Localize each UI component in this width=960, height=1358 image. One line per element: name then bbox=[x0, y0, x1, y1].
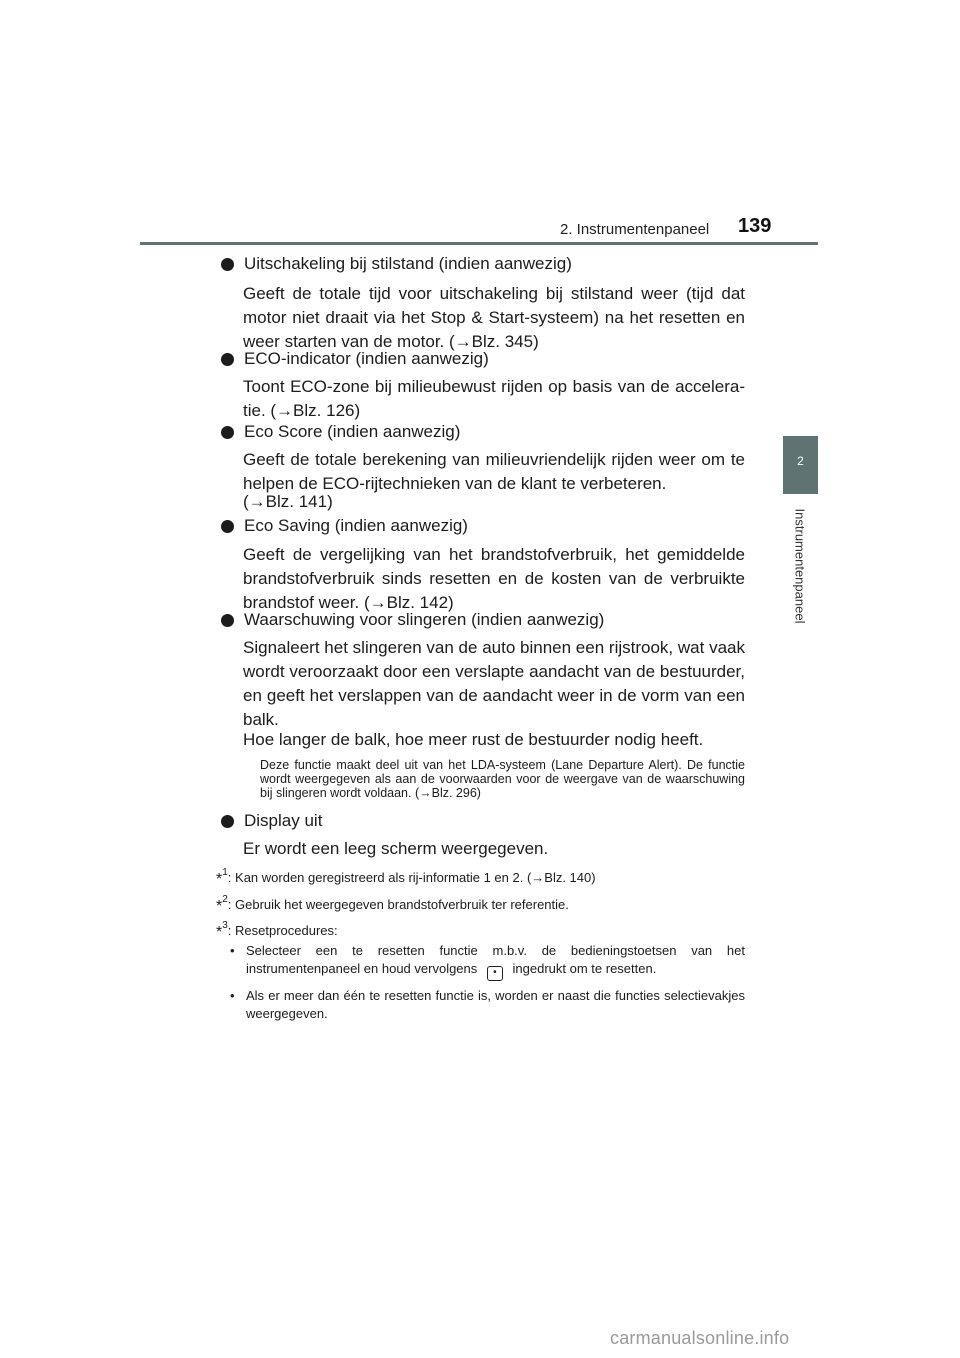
reset-step-text: Als er meer dan één te resetten functie is, worden er naast die functies selectievakjes weergegeven. bbox=[246, 988, 745, 1021]
list-item-title bbox=[221, 608, 604, 632]
item-title: Display uit bbox=[244, 811, 323, 830]
reset-step bbox=[230, 942, 745, 981]
ok-button-icon: • bbox=[487, 966, 503, 981]
reset-step bbox=[230, 987, 745, 1023]
reset-step-text: Selecteer een te resetten functie m.b.v. de bedieningstoetsen van het instrumentenpaneel en houd vervolgens bbox=[246, 943, 745, 976]
bullet-icon: • bbox=[230, 988, 235, 1003]
item-title: Eco Saving (indien aanwezig) bbox=[244, 516, 468, 535]
list-item-title bbox=[221, 420, 460, 444]
bullet-icon bbox=[221, 426, 234, 439]
footnote-mark: * bbox=[216, 871, 223, 888]
item-description: Er wordt een leeg scherm weergegeven. bbox=[243, 839, 549, 858]
chapter-number: 2 bbox=[797, 454, 804, 468]
bullet-icon bbox=[221, 520, 234, 533]
footnote-number: 2 bbox=[222, 894, 228, 905]
footnote bbox=[216, 891, 569, 916]
watermark: carmanualsonline.info bbox=[610, 1328, 790, 1348]
list-item-title bbox=[221, 347, 489, 371]
list-item-title bbox=[221, 809, 322, 833]
header-divider bbox=[140, 242, 818, 245]
page-number: 139 bbox=[738, 215, 772, 237]
item-description: Geeft de vergelijking van het brandstofverbruik, het gemiddelde brandstofverbruik sinds resetten en de kosten van de verbruikte brandstof weer. (→Blz. 142) bbox=[243, 545, 745, 612]
footnote-text: : Gebruik het weergegeven brandstofverbruik ter referentie. bbox=[227, 897, 569, 912]
bullet-icon: • bbox=[230, 943, 235, 958]
footnote-number: 1 bbox=[222, 867, 228, 878]
footnote-mark: * bbox=[216, 924, 223, 941]
bullet-icon bbox=[221, 614, 234, 627]
reset-step-text-end: ingedrukt om te resetten. bbox=[512, 961, 657, 976]
item-description-extra: Hoe langer de balk, hoe meer rust de bestuurder nodig heeft. bbox=[243, 730, 704, 749]
section-title: 2. Instrumentenpaneel bbox=[560, 221, 710, 238]
footnote-text: : Resetprocedures: bbox=[227, 923, 338, 938]
footnote-mark: * bbox=[216, 898, 223, 915]
chapter-tab bbox=[783, 436, 818, 494]
item-description: Geeft de totale berekening van milieuvriendelijk rijden weer om te helpen de ECO-rijtechnieken van de klant te verbeteren. bbox=[243, 450, 745, 493]
item-note: Deze functie maakt deel uit van het LDA-systeem (Lane Departure Alert). De functie wordt weergegeven als aan de voorwaarden voor de weergave van de waarschuwing bij slingeren wordt voldaan. (→Blz. 296) bbox=[260, 758, 745, 800]
item-description: Geeft de totale tijd voor uitschakeling bij stilstand weer (tijd dat motor niet draait via het Stop & Start-systeem) na het resetten en weer starten van de motor. (→Blz. 345) bbox=[243, 284, 745, 351]
chapter-label: Instrumentenpaneel bbox=[792, 508, 808, 624]
footnote bbox=[216, 917, 338, 942]
bullet-icon bbox=[221, 815, 234, 828]
bullet-icon bbox=[221, 353, 234, 366]
item-title: Eco Score (indien aanwezig) bbox=[244, 422, 461, 441]
item-description: Signaleert het slingeren van de auto binnen een rijstrook, wat vaak wordt veroorzaakt door een verslapte aandacht van de bestuurder, en geeft het verslappen van de aandacht weer in de vorm van een balk. bbox=[243, 638, 745, 729]
footnote bbox=[216, 864, 596, 889]
item-reference: (→Blz. 141) bbox=[243, 492, 333, 511]
item-description: Toont ECO-zone bij milieubewust rijden op basis van de accelera-tie. (→Blz. 126) bbox=[243, 377, 745, 420]
bullet-icon bbox=[221, 258, 234, 271]
item-title: Waarschuwing voor slingeren (indien aanwezig) bbox=[244, 610, 605, 629]
footnote-text: : Kan worden geregistreerd als rij-informatie 1 en 2. (→Blz. 140) bbox=[227, 870, 596, 885]
footnote-number: 3 bbox=[222, 920, 228, 931]
item-title: Uitschakeling bij stilstand (indien aanwezig) bbox=[244, 254, 572, 273]
list-item-title bbox=[221, 514, 468, 538]
item-title: ECO-indicator (indien aanwezig) bbox=[244, 349, 489, 368]
list-item-title bbox=[221, 252, 572, 276]
